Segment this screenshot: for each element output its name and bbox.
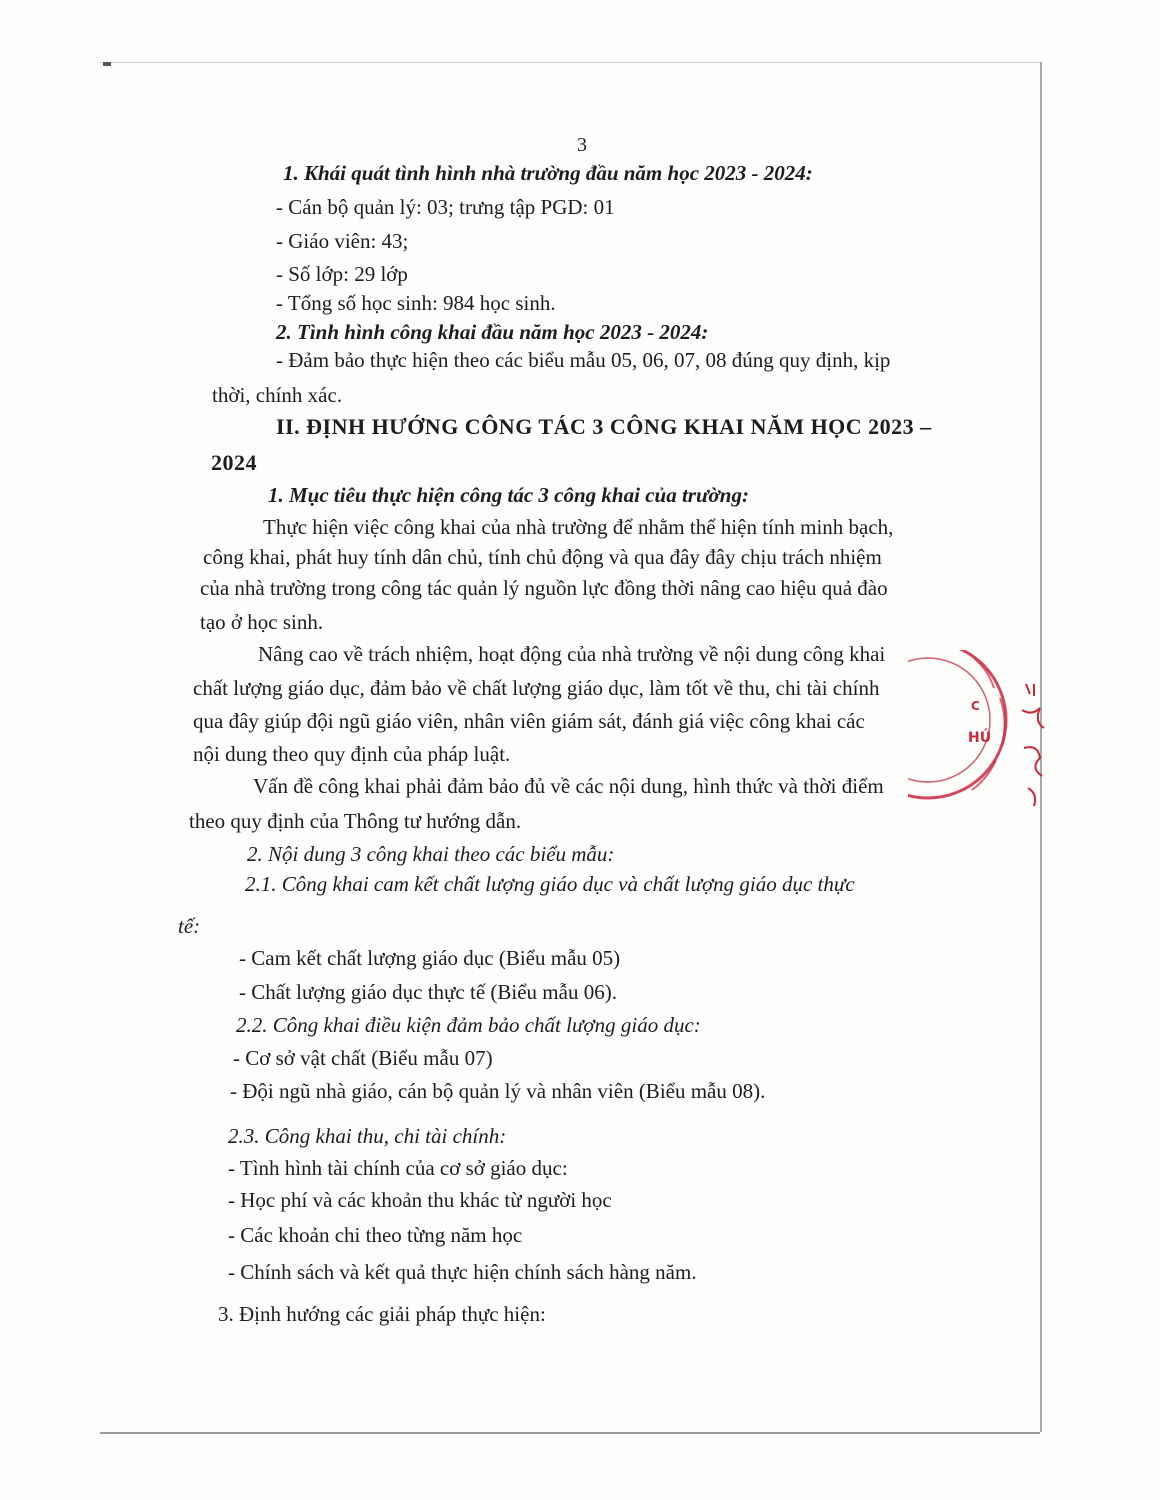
list-item: - Giáo viên: 43; xyxy=(276,229,409,253)
list-item: - Tình hình tài chính của cơ sở giáo dục: xyxy=(228,1156,568,1180)
paragraph-line: qua đây giúp đội ngũ giáo viên, nhân viên giám sát, đánh giá việc công khai các xyxy=(193,709,865,733)
paragraph-line: thời, chính xác. xyxy=(212,383,343,407)
subsection-heading: 1. Mục tiêu thực hiện công tác 3 công khai của trường: xyxy=(268,483,749,507)
list-item: - Tổng số học sinh: 984 học sinh. xyxy=(276,291,556,315)
chapter-heading-continued: 2024 xyxy=(211,450,257,475)
page-number: 3 xyxy=(577,134,587,156)
subsection-heading: 2.2. Công khai điều kiện đảm bảo chất lượng giáo dục: xyxy=(236,1013,701,1037)
list-item: - Chính sách và kết quả thực hiện chính sách hàng năm. xyxy=(228,1260,697,1284)
list-item: - Các khoản chi theo từng năm học xyxy=(228,1223,523,1247)
list-item: - Cán bộ quản lý: 03; trưng tập PGD: 01 xyxy=(276,195,615,219)
subsection-heading: 2.3. Công khai thu, chi tài chính: xyxy=(228,1124,507,1148)
list-item: - Số lớp: 29 lớp xyxy=(276,262,408,286)
subsection-heading: 2.1. Công khai cam kết chất lượng giáo dục và chất lượng giáo dục thực xyxy=(245,872,855,896)
list-item: - Cam kết chất lượng giáo dục (Biểu mẫu 05) xyxy=(239,946,621,970)
paragraph-line: nội dung theo quy định của pháp luật. xyxy=(193,742,511,766)
paragraph-line: công khai, phát huy tính dân chủ, tính chủ động và qua đây đây chịu trách nhiệm xyxy=(203,545,882,569)
section-3-heading: 3. Định hướng các giải pháp thực hiện: xyxy=(218,1302,546,1326)
margin-signature-marks xyxy=(1012,680,1052,820)
paper-edge-top xyxy=(100,62,1040,63)
paragraph-line: Nâng cao về trách nhiệm, hoạt động của nhà trường về nội dung công khai xyxy=(258,642,886,666)
section-2-heading: 2. Tình hình công khai đầu năm học 2023 - 2024: xyxy=(276,320,709,344)
list-item: - Chất lượng giáo dục thực tế (Biểu mẫu 06). xyxy=(239,980,617,1004)
scan-mark xyxy=(103,62,111,66)
list-item: - Cơ sở vật chất (Biểu mẫu 07) xyxy=(233,1046,493,1070)
subsection-heading: 2. Nội dung 3 công khai theo các biểu mẫu: xyxy=(247,842,615,866)
paragraph-line: Vấn đề công khai phải đảm bảo đủ về các nội dung, hình thức và thời điểm xyxy=(253,774,884,798)
paragraph-line: - Đảm bảo thực hiện theo các biểu mẫu 05, 06, 07, 08 đúng quy định, kịp xyxy=(276,348,891,372)
chapter-heading: II. ĐỊNH HƯỚNG CÔNG TÁC 3 CÔNG KHAI NĂM HỌC 2023 – xyxy=(276,414,932,439)
paragraph-line: chất lượng giáo dục, đảm bảo về chất lượng giáo dục, làm tốt về thu, chi tài chính xyxy=(193,676,880,700)
svg-text:HÚ: HÚ xyxy=(968,730,992,746)
paragraph-line: theo quy định của Thông tư hướng dẫn. xyxy=(189,809,522,833)
paper-edge-bottom xyxy=(100,1432,1040,1434)
subsection-heading-continued: tế: xyxy=(178,914,201,938)
list-item: - Đội ngũ nhà giáo, cán bộ quản lý và nhân viên (Biểu mẫu 08). xyxy=(230,1079,766,1103)
paragraph-line: tạo ở học sinh. xyxy=(200,610,324,634)
section-1-heading: 1. Khái quát tình hình nhà trường đầu năm học 2023 - 2024: xyxy=(283,161,813,185)
svg-text:C: C xyxy=(971,699,980,713)
paragraph-line: Thực hiện việc công khai của nhà trường để nhằm thể hiện tính minh bạch, xyxy=(263,515,894,539)
list-item: - Học phí và các khoản thu khác từ người học xyxy=(228,1188,612,1212)
paragraph-line: của nhà trường trong công tác quản lý nguồn lực đồng thời nâng cao hiệu quả đào xyxy=(200,576,888,600)
